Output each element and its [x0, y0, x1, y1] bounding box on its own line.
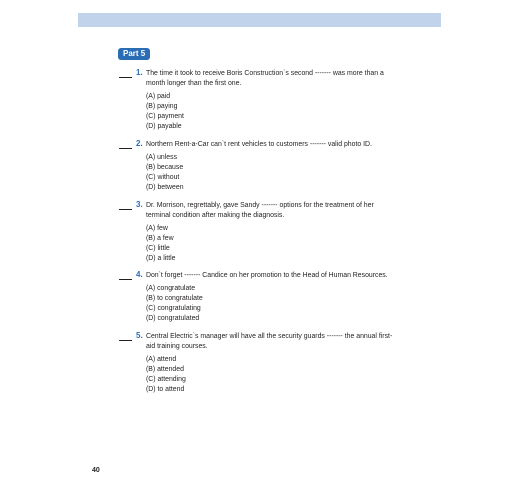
header-band [78, 13, 441, 27]
option-d[interactable]: (D) to attend [146, 386, 185, 393]
option-d[interactable]: (D) payable [146, 123, 182, 130]
option-c[interactable]: (C) without [146, 174, 180, 181]
option-d[interactable]: (D) between [146, 184, 184, 191]
question-number: 2. [136, 139, 143, 148]
options-list [146, 153, 399, 193]
options-list [146, 224, 399, 264]
option-c[interactable]: (C) congratulating [146, 305, 201, 312]
answer-blank[interactable] [119, 279, 132, 280]
option-a[interactable]: (A) unless [146, 154, 178, 161]
question-4 [119, 271, 399, 324]
question-3 [119, 201, 399, 264]
question-5 [119, 332, 399, 395]
question-number: 5. [136, 331, 143, 340]
answer-blank[interactable] [119, 148, 132, 149]
question-number: 3. [136, 200, 143, 209]
question-number: 1. [136, 68, 143, 77]
question-text: Dr. Morrison, regrettably, gave Sandy ------- options for the treatment of her terminal condition after making the diagnosis. [146, 202, 374, 219]
option-b[interactable]: (B) attended [146, 366, 184, 373]
option-c[interactable]: (C) payment [146, 113, 184, 120]
answer-blank[interactable] [119, 340, 132, 341]
options-list [146, 355, 399, 395]
option-b[interactable]: (B) to congratulate [146, 295, 203, 302]
question-1 [119, 69, 399, 132]
option-b[interactable]: (B) paying [146, 103, 178, 110]
option-b[interactable]: (B) because [146, 164, 184, 171]
option-b[interactable]: (B) a few [146, 235, 174, 242]
option-c[interactable]: (C) attending [146, 376, 186, 383]
answer-blank[interactable] [119, 209, 132, 210]
question-text: The time it took to receive Boris Construction`s second ------- was more than a month longer than the first one. [146, 70, 384, 87]
options-list [146, 284, 399, 324]
options-list [146, 92, 399, 132]
option-c[interactable]: (C) little [146, 245, 170, 252]
option-a[interactable]: (A) few [146, 225, 168, 232]
option-a[interactable]: (A) paid [146, 93, 171, 100]
option-d[interactable]: (D) a little [146, 255, 176, 262]
question-number: 4. [136, 270, 143, 279]
question-text: Don`t forget ------- Candice on her promotion to the Head of Human Resources. [146, 272, 388, 279]
question-text: Northern Rent-a-Car can`t rent vehicles to customers ------- valid photo ID. [146, 141, 372, 148]
option-a[interactable]: (A) attend [146, 356, 177, 363]
answer-blank[interactable] [119, 77, 132, 78]
question-text: Central Electric`s manager will have all the security guards ------- the annual first-aid training courses. [146, 333, 393, 350]
part-badge: Part 5 [118, 48, 150, 60]
option-d[interactable]: (D) congratulated [146, 315, 200, 322]
question-2 [119, 140, 399, 193]
page-number: 40 [92, 467, 100, 474]
option-a[interactable]: (A) congratulate [146, 285, 196, 292]
